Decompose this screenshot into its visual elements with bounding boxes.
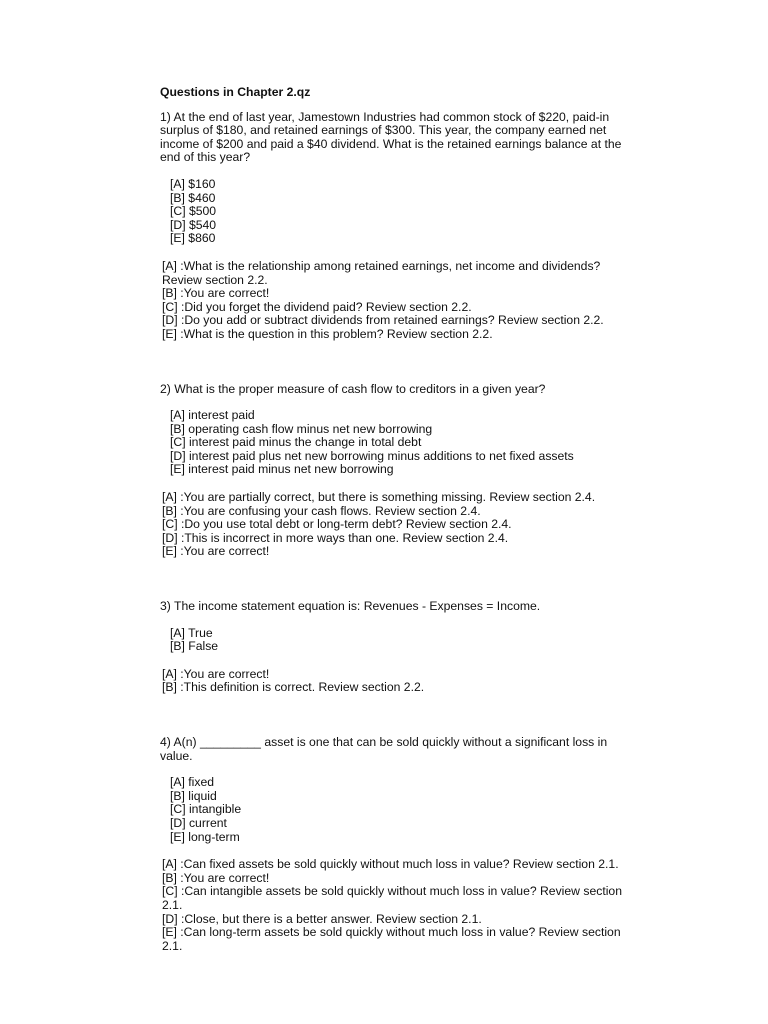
feedback-e: [E] :You are correct! [162, 544, 270, 559]
document-title: Questions in Chapter 2.qz [160, 85, 311, 99]
feedback-b: [B] :This definition is correct. Review section 2.2. [162, 680, 425, 695]
answer-options [160, 178, 640, 246]
answer-options [160, 776, 640, 844]
option-c: [C] intangible [170, 802, 242, 817]
feedback-e: [E] :Can long-term assets be sold quickly without much loss in value? Review section 2.1. [162, 925, 621, 953]
feedback-c: [C] :Do you use total debt or long-term debt? Review section 2.4. [162, 517, 512, 532]
question-text: 2) What is the proper measure of cash flow to creditors in a given year? [160, 381, 546, 396]
feedback-a: [A] :Can fixed assets be sold quickly without much loss in value? Review section 2.1. [162, 857, 619, 872]
option-a: [A] $160 [170, 176, 216, 191]
option-e: [E] $860 [170, 231, 216, 246]
option-b: [B] False [170, 639, 219, 654]
option-b: [B] liquid [170, 788, 217, 803]
option-e: [E] interest paid minus net new borrowing [170, 462, 394, 477]
answer-feedback [160, 260, 640, 342]
answer-options [160, 627, 640, 654]
feedback-b: [B] :You are correct! [162, 870, 270, 885]
feedback-c: [C] :Can intangible assets be sold quickly without much loss in value? Review section 2.1. [162, 884, 622, 912]
option-b: [B] $460 [170, 190, 216, 205]
answer-feedback [160, 858, 640, 953]
option-a: [A] True [170, 625, 213, 640]
spacer [160, 342, 640, 383]
option-a: [A] fixed [170, 775, 215, 790]
answer-feedback [160, 491, 640, 559]
document-page [160, 82, 640, 953]
feedback-d: [D] :Do you add or subtract dividends from retained earnings? Review section 2.2. [162, 313, 604, 328]
question-3 [160, 600, 640, 695]
option-c: [C] interest paid minus the change in total debt [170, 435, 422, 450]
question-text: 4) A(n) _________ asset is one that can be sold quickly without a significant loss in value. [160, 735, 608, 763]
feedback-a: [A] :What is the relationship among retained earnings, net income and dividends? Review section 2.2. [162, 258, 601, 287]
question-1 [160, 111, 640, 342]
option-c: [C] $500 [170, 204, 217, 219]
question-text: 3) The income statement equation is: Revenues - Expenses = Income. [160, 599, 541, 614]
question-text: 1) At the end of last year, Jamestown Industries had common stock of $220, paid-in surplus of $180, and retained earnings of $300. This year, the company earned net income of $200 and paid a $40 dividend. What is the retained earnings balance at the end of this year? [160, 109, 622, 165]
question-4 [160, 736, 640, 953]
option-d: [D] interest paid plus net new borrowing minus additions to net fixed assets [170, 448, 574, 463]
question-2 [160, 383, 640, 560]
feedback-c: [C] :Did you forget the dividend paid? Review section 2.2. [162, 299, 472, 314]
feedback-a: [A] :You are partially correct, but there is something missing. Review section 2.4. [162, 490, 596, 505]
answer-options [160, 409, 640, 477]
feedback-e: [E] :What is the question in this problem? Review section 2.2. [162, 326, 493, 341]
option-e: [E] long-term [170, 829, 240, 844]
feedback-d: [D] :Close, but there is a better answer. Review section 2.1. [162, 911, 482, 926]
feedback-b: [B] :You are correct! [162, 286, 270, 301]
option-d: [D] $540 [170, 217, 217, 232]
feedback-b: [B] :You are confusing your cash flows. Review section 2.4. [162, 503, 481, 518]
option-d: [D] current [170, 815, 227, 830]
feedback-a: [A] :You are correct! [162, 666, 270, 681]
option-b: [B] operating cash flow minus net new borrowing [170, 421, 433, 436]
feedback-d: [D] :This is incorrect in more ways than one. Review section 2.4. [162, 530, 509, 545]
answer-feedback [160, 668, 640, 695]
spacer [160, 695, 640, 736]
option-a: [A] interest paid [170, 408, 255, 423]
spacer [160, 559, 640, 600]
